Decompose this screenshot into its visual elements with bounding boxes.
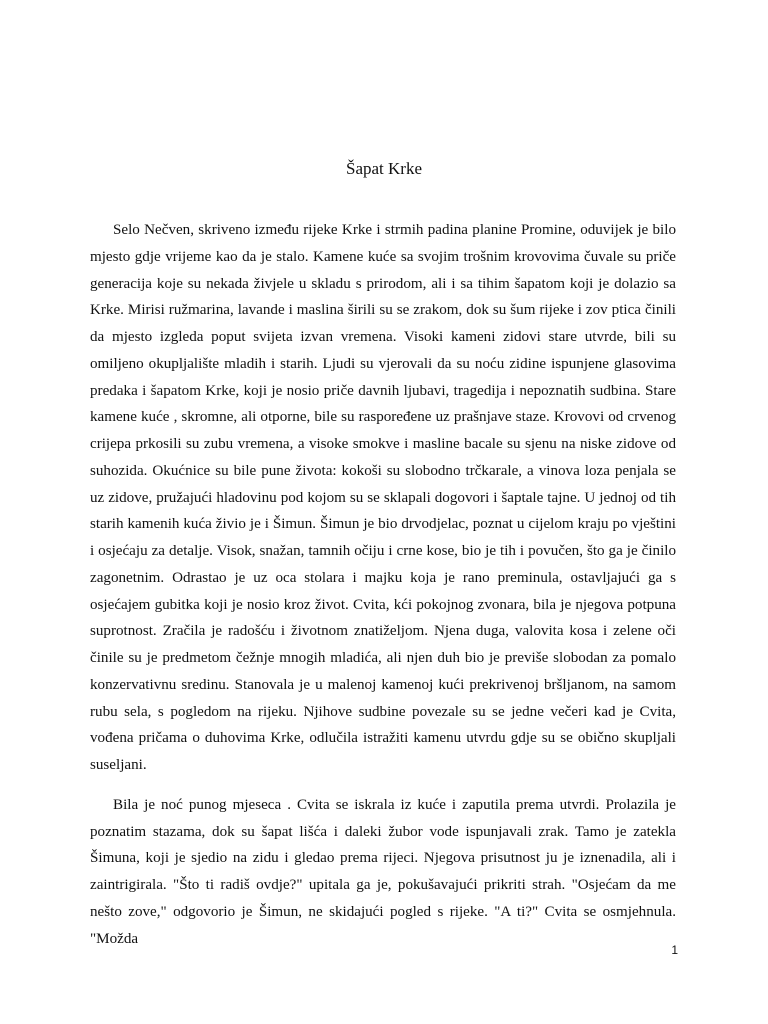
document-body: [90, 217, 676, 952]
page-number: 1: [671, 943, 678, 957]
paragraph-2: Bila je noć punog mjeseca . Cvita se iskrala iz kuće i zaputila prema utvrdi. Prolazila je poznatim stazama, dok su šapat lišća i daleki žubor vode ispunjavali zrak. Tamo je zatekla Šimuna, koji je sjedio na zidu i gledao prema rijeci. Njegova prisutnost ju je iznenadila, ali i zaintrigirala. "Što ti radiš ovdje?" upitala ga je, pokušavajući prikriti strah. "Osjećam da me nešto zove," odgovorio je Šimun, ne skidajući pogled s rijeke. "A ti?" Cvita se osmjehnula. "Možda: [90, 796, 676, 947]
document-title: Šapat Krke: [345, 159, 422, 178]
paragraph-1: Selo Nečven, skriveno između rijeke Krke i strmih padina planine Promine, oduvijek je bilo mjesto gdje vrijeme kao da je stalo. Kamene kuće sa svojim trošnim krovovima čuvale su priče generacija koje su nekada živjele u skladu s prirodom, ali i sa tihim šapatom koji je dolazio sa Krke. Mirisi ružmarina, lavande i maslina širili su se zrakom, dok su šum rijeke i zov ptica činili da mjesto izgleda poput svijeta izvan vremena. Visoki kameni zidovi stare utvrde, bili su omiljeno okupljalište mladih i starih. Ljudi su vjerovali da su noću zidine ispunjene glasovima predaka i šapatom Krke, koji je nosio priče davnih ljubavi, tragedija i nepoznatih sudbina. Stare kamene kuće , skromne, ali otporne, bile su raspoređene uz prašnjave staze. Krovovi od crvenog crijepa prkosili su zubu vremena, a visoke smokve i masline bacale su sjenu na niske zidove od suhozida. Okućnice su bile pune života: kokoši su slobodno trčkarale, a vinova loza penjala se uz zidove, pružajući hladovinu pod kojom su se sklapali dogovori i šaptale tajne. U jednoj od tih starih kamenih kuća živio je i Šimun. Šimun je bio drvodjelac, poznat u cijelom kraju po vještini i osjećaju za detalje. Visok, snažan, tamnih očiju i crne kose, bio je tih i povučen, što ga je činilo zagonetnim. Odrastao je uz oca stolara i majku koja je rano preminula, ostavljajući ga s osjećajem gubitka koji je nosio kroz život. Cvita, kći pokojnog zvonara, bila je njegova potpuna suprotnost. Zračila je radošću i životnom znatiželjom. Njena duga, valovita kosa i zelene oči činile su je predmetom čežnje mnogih mladića, ali njen duh bio je previše slobodan za pomalo konzervativnu sredinu. Stanovala je u malenoj kamenoj kući prekrivenoj bršljanom, na samom rubu sela, s pogledom na rijeku. Njihove sudbine povezale su se jedne večeri kad je Cvita, vođena pričama o duhovima Krke, odlučila istražiti kamenu utvrdu gdje su se obično skupljali suseljani.: [90, 222, 676, 773]
